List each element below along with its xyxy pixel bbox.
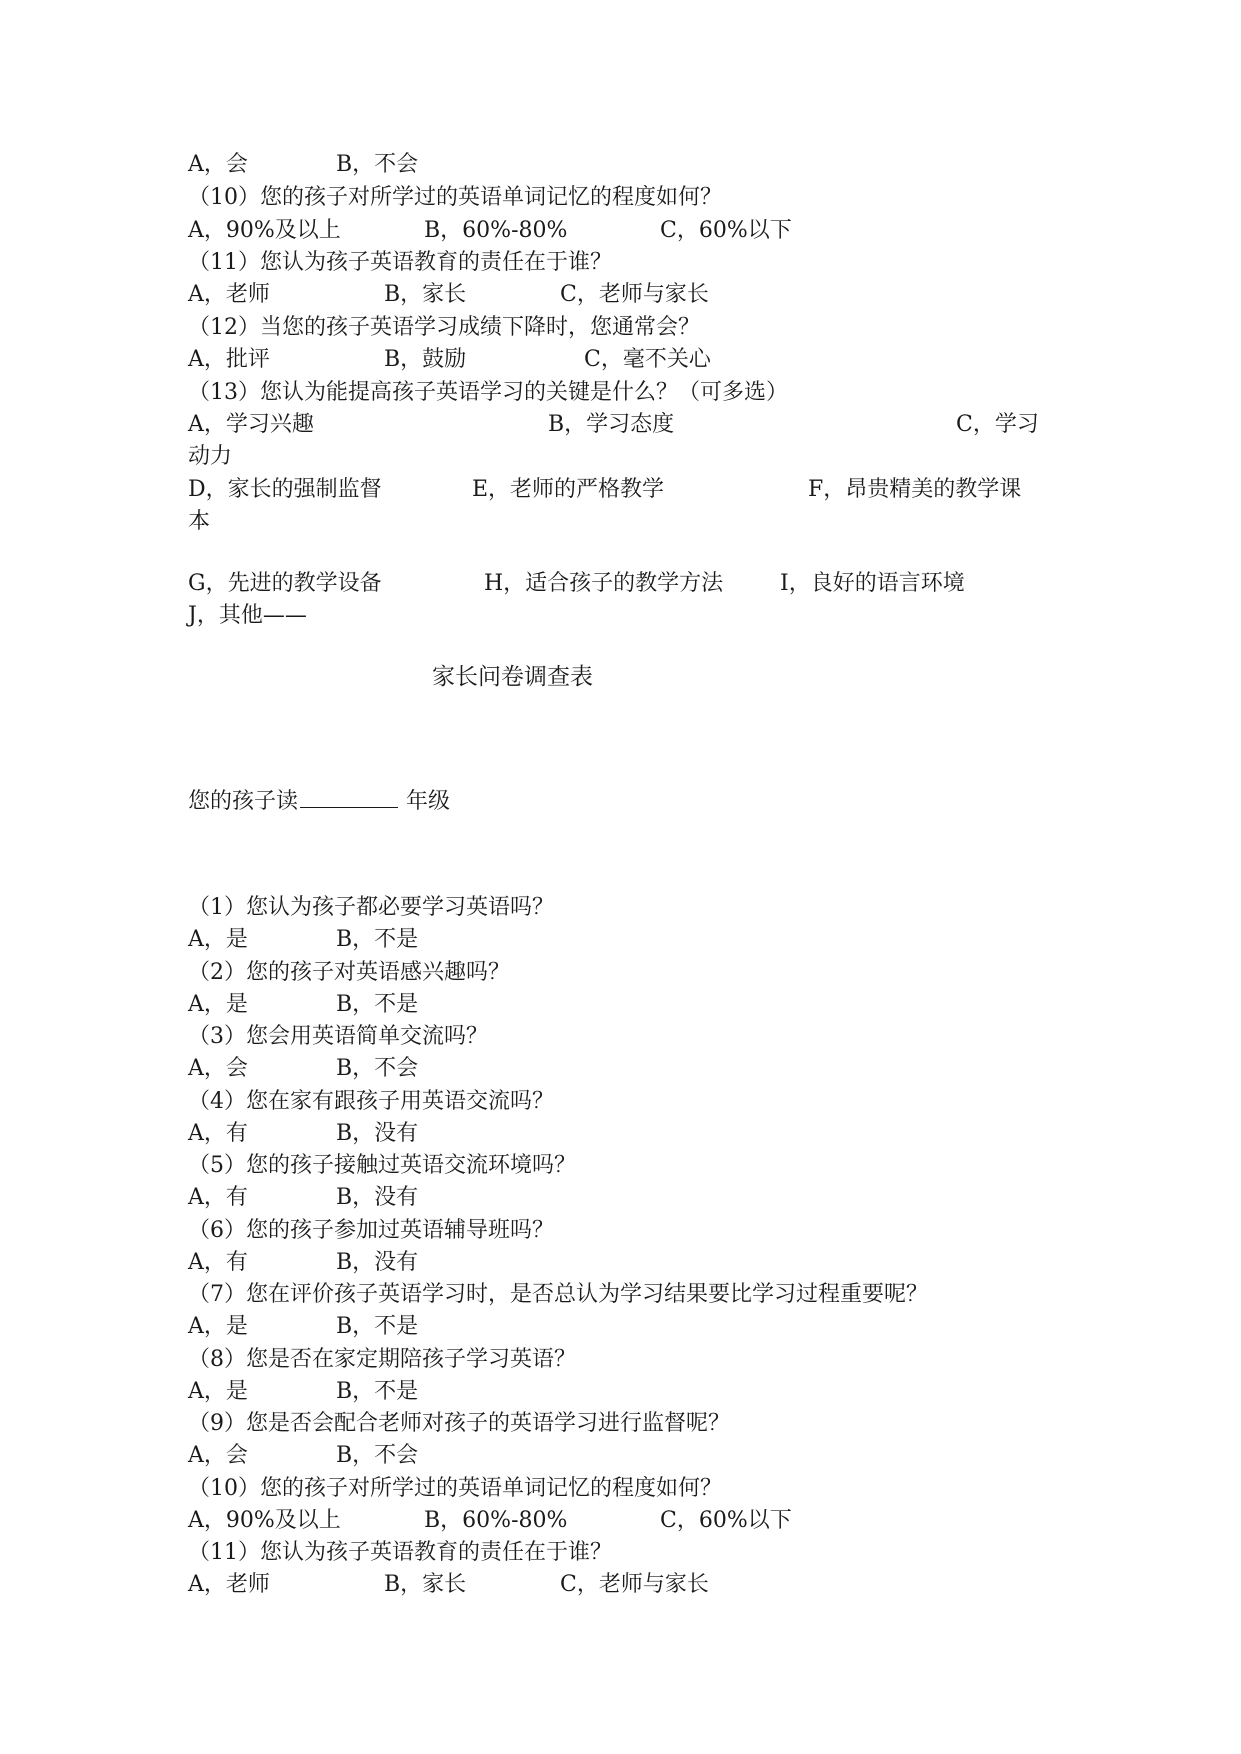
q13-option-d: D，家长的强制监督 [188, 477, 382, 502]
question-2-option-a: A，是 [188, 991, 248, 1017]
q13-option-g: G，先进的教学设备 [188, 571, 382, 596]
question-5-option-b: B，没有 [336, 1185, 419, 1210]
question-4-option-a: A，有 [188, 1120, 248, 1146]
q12-option-b: B，鼓励 [384, 347, 467, 372]
q13-option-e: E，老师的严格教学 [472, 477, 665, 502]
question-2: （2）您的孩子对英语感兴趣吗？ [188, 959, 510, 985]
question-6-option-b: B，没有 [336, 1249, 419, 1275]
question-8-option-b: B，不是 [336, 1378, 419, 1404]
question-9-option-a: A，会 [188, 1443, 248, 1468]
q13-option-i: I，良好的语言环境 [780, 571, 965, 596]
q13-option-h: H，适合孩子的教学方法 [484, 571, 724, 596]
q9-option-b: B，不会 [336, 152, 419, 177]
q12-option-a: A，批评 [188, 347, 270, 372]
question-2-option-b: B，不是 [336, 991, 419, 1017]
question-7: （7）您在评价孩子英语学习时，是否总认为学习结果要比学习过程重要呢？ [188, 1282, 928, 1307]
question-6: （6）您的孩子参加过英语辅导班吗？ [188, 1217, 554, 1243]
q12-question: （12）当您的孩子英语学习成绩下降时，您通常会？ [188, 315, 700, 340]
question-1: （1）您认为孩子都必要学习英语吗？ [188, 895, 554, 920]
q13-option-c: C，学习 [956, 412, 1039, 437]
question-11-option-c: C，老师与家长 [560, 1572, 709, 1597]
grade-suffix: 年级 [406, 789, 451, 814]
question-11: （11）您认为孩子英语教育的责任在于谁？ [188, 1540, 612, 1565]
q11-question: （11）您认为孩子英语教育的责任在于谁？ [188, 250, 612, 275]
question-3-option-b: B，不会 [336, 1056, 419, 1081]
question-4-option-b: B，没有 [336, 1120, 419, 1146]
grade-line [188, 785, 450, 817]
question-7-option-a: A，是 [188, 1314, 248, 1339]
grade-prefix: 您的孩子读 [188, 789, 299, 814]
question-6-option-a: A，有 [188, 1249, 248, 1275]
q11-option-a: A，老师 [188, 282, 270, 307]
q13-option-c-wrap: 动力 [188, 444, 233, 469]
question-8: （8）您是否在家定期陪孩子学习英语？ [188, 1346, 576, 1372]
question-10-option-a: A，90%及以上 [188, 1507, 341, 1533]
q10-option-b: B，60%-80% [424, 218, 568, 243]
q13-option-b: B，学习态度 [548, 412, 675, 437]
question-11-option-a: A，老师 [188, 1572, 270, 1597]
q11-option-c: C，老师与家长 [560, 282, 709, 307]
question-1-option-a: A，是 [188, 927, 248, 952]
q13-option-f: F，昂贵精美的教学课 [808, 477, 1022, 502]
question-3: （3）您会用英语简单交流吗？ [188, 1024, 488, 1049]
q12-option-c: C，毫不关心 [584, 347, 711, 372]
question-4: （4）您在家有跟孩子用英语交流吗？ [188, 1088, 554, 1114]
question-8-option-a: A，是 [188, 1378, 248, 1404]
q10-question: （10）您的孩子对所学过的英语单词记忆的程度如何？ [188, 185, 722, 210]
question-9-option-b: B，不会 [336, 1443, 419, 1468]
page-title: 家长问卷调查表 [432, 664, 593, 690]
question-3-option-a: A，会 [188, 1056, 248, 1081]
q13-option-f-wrap: 本 [188, 509, 211, 534]
question-1-option-b: B，不是 [336, 927, 419, 952]
q13-question: （13）您认为能提高孩子英语学习的关键是什么？（可多选） [188, 380, 788, 405]
question-7-option-b: B，不是 [336, 1314, 419, 1339]
q10-option-a: A，90%及以上 [188, 218, 341, 243]
grade-blank-field[interactable] [300, 785, 398, 808]
q11-option-b: B，家长 [384, 282, 467, 307]
q13-option-j: J，其他—— [188, 603, 307, 628]
question-5: （5）您的孩子接触过英语交流环境吗？ [188, 1153, 576, 1178]
q9-option-a: A，会 [188, 152, 248, 177]
question-10-option-c: C，60%以下 [660, 1507, 792, 1533]
q10-option-c: C，60%以下 [660, 218, 792, 243]
question-10-option-b: B，60%-80% [424, 1507, 568, 1533]
question-9: （9）您是否会配合老师对孩子的英语学习进行监督呢？ [188, 1411, 730, 1436]
question-5-option-a: A，有 [188, 1185, 248, 1210]
q13-option-a: A，学习兴趣 [188, 412, 314, 437]
question-10: （10）您的孩子对所学过的英语单词记忆的程度如何？ [188, 1475, 722, 1501]
question-11-option-b: B，家长 [384, 1572, 467, 1597]
